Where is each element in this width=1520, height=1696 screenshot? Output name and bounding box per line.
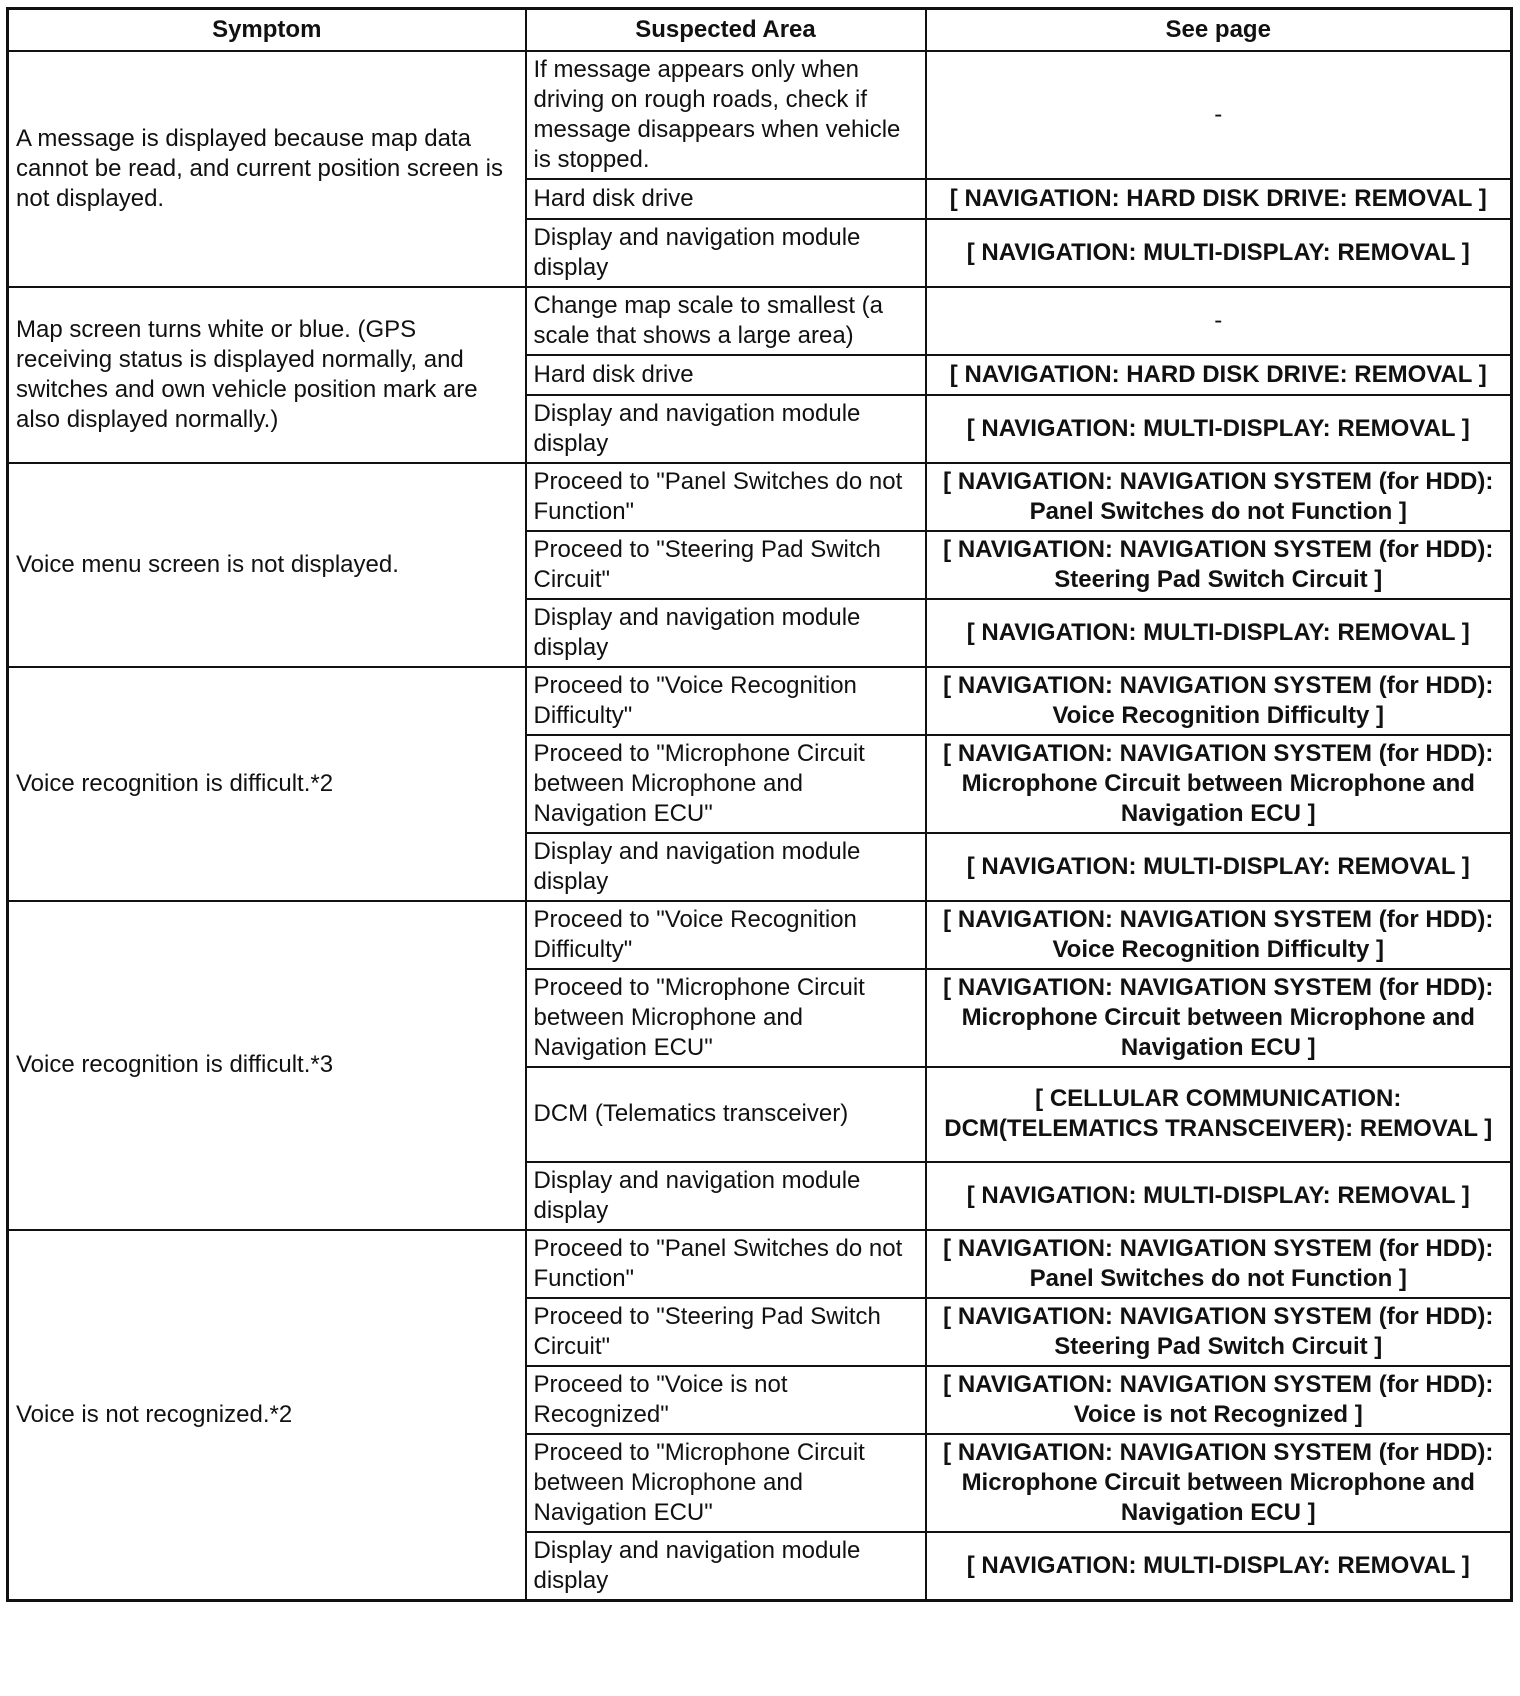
- suspected-area-cell: Display and navigation module display: [526, 395, 926, 463]
- suspected-area-cell: Display and navigation module display: [526, 1532, 926, 1601]
- symptom-cell: Map screen turns white or blue. (GPS receiving status is displayed normally, and switches and own vehicle position mark are also displayed normally.): [8, 287, 526, 463]
- table-row: [8, 51, 1512, 179]
- header-suspected-area: Suspected Area: [526, 9, 926, 51]
- see-page-cell: -: [926, 51, 1512, 179]
- suspected-area-cell: Proceed to "Voice is not Recognized": [526, 1366, 926, 1434]
- see-page-cell: [ NAVIGATION: HARD DISK DRIVE: REMOVAL ]: [926, 179, 1512, 219]
- see-page-cell: [ NAVIGATION: MULTI-DISPLAY: REMOVAL ]: [926, 833, 1512, 901]
- see-page-cell: [ NAVIGATION: HARD DISK DRIVE: REMOVAL ]: [926, 355, 1512, 395]
- suspected-area-cell: Display and navigation module display: [526, 219, 926, 287]
- see-page-cell: [ CELLULAR COMMUNICATION: DCM(TELEMATICS TRANSCEIVER): REMOVAL ]: [926, 1067, 1512, 1162]
- suspected-area-cell: Hard disk drive: [526, 179, 926, 219]
- suspected-area-cell: Proceed to "Microphone Circuit between Microphone and Navigation ECU": [526, 969, 926, 1067]
- see-page-cell: [ NAVIGATION: MULTI-DISPLAY: REMOVAL ]: [926, 395, 1512, 463]
- see-page-cell: [ NAVIGATION: NAVIGATION SYSTEM (for HDD): Panel Switches do not Function ]: [926, 463, 1512, 531]
- see-page-cell: [ NAVIGATION: MULTI-DISPLAY: REMOVAL ]: [926, 219, 1512, 287]
- see-page-cell: [ NAVIGATION: NAVIGATION SYSTEM (for HDD): Voice Recognition Difficulty ]: [926, 667, 1512, 735]
- see-page-cell: [ NAVIGATION: MULTI-DISPLAY: REMOVAL ]: [926, 1532, 1512, 1601]
- suspected-area-cell: Proceed to "Microphone Circuit between Microphone and Navigation ECU": [526, 1434, 926, 1532]
- suspected-area-cell: Proceed to "Voice Recognition Difficulty": [526, 901, 926, 969]
- table-row: [8, 463, 1512, 531]
- suspected-area-cell: Display and navigation module display: [526, 1162, 926, 1230]
- suspected-area-cell: Proceed to "Microphone Circuit between Microphone and Navigation ECU": [526, 735, 926, 833]
- symptom-cell: A message is displayed because map data cannot be read, and current position screen is not displayed.: [8, 51, 526, 287]
- see-page-cell: [ NAVIGATION: NAVIGATION SYSTEM (for HDD): Voice is not Recognized ]: [926, 1366, 1512, 1434]
- symptom-table: [6, 7, 1513, 1602]
- suspected-area-cell: Display and navigation module display: [526, 599, 926, 667]
- symptom-cell: Voice is not recognized.*2: [8, 1230, 526, 1601]
- see-page-cell: [ NAVIGATION: NAVIGATION SYSTEM (for HDD): Steering Pad Switch Circuit ]: [926, 531, 1512, 599]
- see-page-cell: [ NAVIGATION: NAVIGATION SYSTEM (for HDD): Microphone Circuit between Microphone and Navigation ECU ]: [926, 735, 1512, 833]
- suspected-area-cell: Proceed to "Steering Pad Switch Circuit": [526, 531, 926, 599]
- table-row: [8, 667, 1512, 735]
- suspected-area-cell: Display and navigation module display: [526, 833, 926, 901]
- see-page-cell: [ NAVIGATION: NAVIGATION SYSTEM (for HDD): Panel Switches do not Function ]: [926, 1230, 1512, 1298]
- see-page-cell: [ NAVIGATION: MULTI-DISPLAY: REMOVAL ]: [926, 599, 1512, 667]
- see-page-cell: [ NAVIGATION: NAVIGATION SYSTEM (for HDD): Steering Pad Switch Circuit ]: [926, 1298, 1512, 1366]
- suspected-area-cell: DCM (Telematics transceiver): [526, 1067, 926, 1162]
- see-page-cell: -: [926, 287, 1512, 355]
- suspected-area-cell: Proceed to "Panel Switches do not Function": [526, 1230, 926, 1298]
- see-page-cell: [ NAVIGATION: NAVIGATION SYSTEM (for HDD): Voice Recognition Difficulty ]: [926, 901, 1512, 969]
- table-row: [8, 1230, 1512, 1298]
- table-header: [8, 9, 1512, 51]
- symptom-cell: Voice menu screen is not displayed.: [8, 463, 526, 667]
- table-row: [8, 287, 1512, 355]
- header-see-page: See page: [926, 9, 1512, 51]
- see-page-cell: [ NAVIGATION: NAVIGATION SYSTEM (for HDD): Microphone Circuit between Microphone and Navigation ECU ]: [926, 969, 1512, 1067]
- suspected-area-cell: Proceed to "Steering Pad Switch Circuit": [526, 1298, 926, 1366]
- header-row: [8, 9, 1512, 51]
- suspected-area-cell: Proceed to "Voice Recognition Difficulty": [526, 667, 926, 735]
- see-page-cell: [ NAVIGATION: MULTI-DISPLAY: REMOVAL ]: [926, 1162, 1512, 1230]
- suspected-area-cell: Hard disk drive: [526, 355, 926, 395]
- header-symptom: Symptom: [8, 9, 526, 51]
- suspected-area-cell: Proceed to "Panel Switches do not Function": [526, 463, 926, 531]
- see-page-cell: [ NAVIGATION: NAVIGATION SYSTEM (for HDD): Microphone Circuit between Microphone and Navigation ECU ]: [926, 1434, 1512, 1532]
- table-body: [8, 51, 1512, 1601]
- symptom-cell: Voice recognition is difficult.*2: [8, 667, 526, 901]
- suspected-area-cell: Change map scale to smallest (a scale that shows a large area): [526, 287, 926, 355]
- table-row: [8, 901, 1512, 969]
- symptom-cell: Voice recognition is difficult.*3: [8, 901, 526, 1230]
- suspected-area-cell: If message appears only when driving on rough roads, check if message disappears when vehicle is stopped.: [526, 51, 926, 179]
